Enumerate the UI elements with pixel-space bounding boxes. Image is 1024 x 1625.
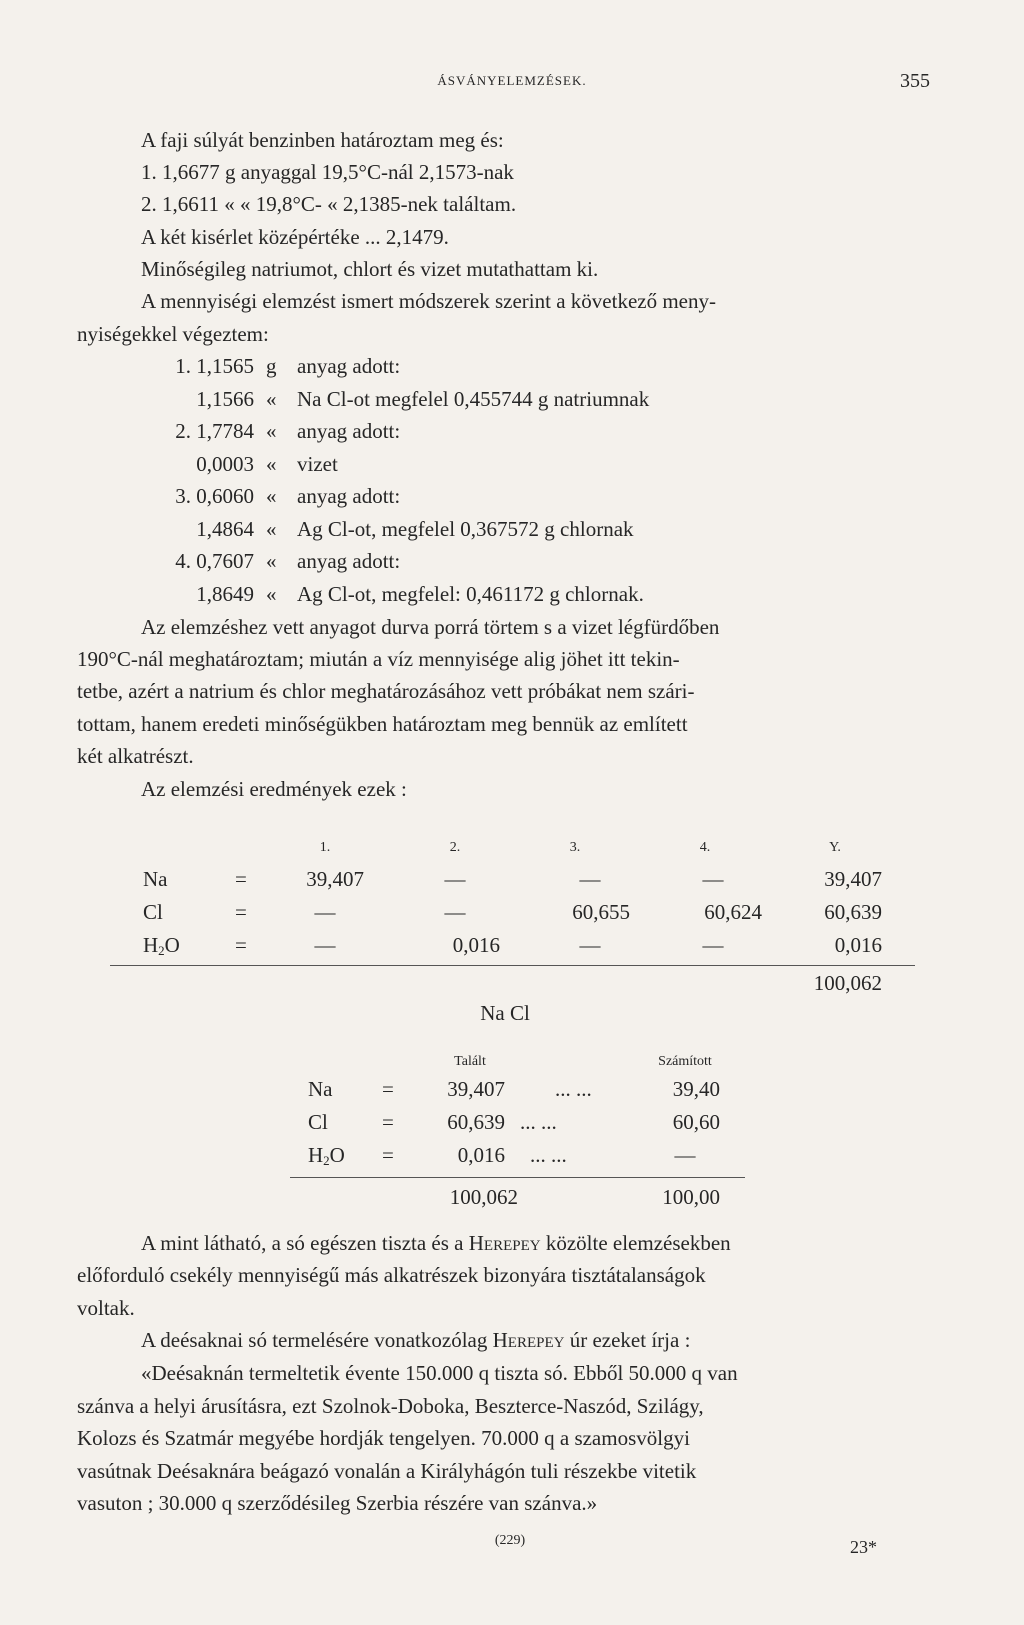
total-found: 100,062 bbox=[449, 1185, 518, 1209]
quote-line: vasútnak Deésaknára beágazó vonalán a Királyhágón tuli részekbe vitetik bbox=[77, 1459, 697, 1483]
footer-signature: 23* bbox=[850, 1537, 877, 1557]
measurement-text: anyag adott: bbox=[297, 484, 401, 508]
calculated-value: 60,60 bbox=[672, 1110, 720, 1134]
measurement-text: Na Cl-ot megfelel 0,455744 g natriumnak bbox=[297, 387, 650, 411]
intro-line: A két kisérlet középértéke ... 2,1479. bbox=[141, 225, 449, 249]
author-name: Herepey bbox=[468, 1231, 541, 1255]
measurement-mark: « bbox=[266, 582, 277, 606]
measurement-text: anyag adott: bbox=[297, 419, 401, 443]
table-cell: — bbox=[314, 900, 336, 924]
element-label: $H_2O$ bbox=[143, 933, 180, 958]
found-value: 0,016 bbox=[457, 1143, 505, 1167]
table-rule bbox=[110, 965, 915, 966]
column-header: 3. bbox=[569, 840, 581, 855]
table-cell: 0,016 bbox=[834, 933, 882, 957]
table-cell: — bbox=[579, 933, 601, 957]
measurement-text: anyag adott: bbox=[297, 549, 401, 573]
table-cell: 60,639 bbox=[824, 900, 882, 924]
table-cell: — bbox=[579, 867, 601, 891]
paragraph-line: két alkatrészt. bbox=[77, 744, 194, 768]
table-cell: 39,407 bbox=[306, 867, 364, 891]
equals-sign: = bbox=[382, 1110, 394, 1134]
paragraph-line: Az elemzéshez vett anyagot durva porrá törtem s a vizet légfürdőben bbox=[141, 615, 720, 639]
table-rule bbox=[290, 1177, 745, 1178]
equals-sign: = bbox=[235, 867, 247, 891]
element-label: Cl bbox=[143, 900, 163, 924]
measurement-mark: « bbox=[266, 387, 277, 411]
measurement-text: Ag Cl-ot, megfelel 0,367572 g chlornak bbox=[297, 517, 634, 541]
column-header: 2. bbox=[449, 840, 461, 855]
measurement-value: 4. 0,7607 bbox=[175, 549, 254, 573]
measurement-mark: « bbox=[266, 517, 277, 541]
paragraph-line: A deésaknai só termelésére vonatkozólag Herepey úr ezeket írja : bbox=[141, 1328, 691, 1352]
paragraph-line: előforduló csekély mennyiségű más alkatrészek bizonyára tisztátalanságok bbox=[77, 1263, 706, 1287]
table-title: Na Cl bbox=[480, 1001, 530, 1025]
table-cell: — bbox=[702, 933, 724, 957]
equals-sign: = bbox=[382, 1077, 394, 1101]
quote-line: szánva a helyi árusításra, ezt Szolnok-Doboka, Beszterce-Naszód, Szilágy, bbox=[77, 1394, 704, 1418]
calculated-value: — bbox=[674, 1143, 696, 1167]
intro-line: A mennyiségi elemzést ismert módszerek szerint a következő meny- bbox=[141, 289, 716, 313]
column-header: 4. bbox=[699, 840, 711, 855]
measurement-text: vizet bbox=[297, 452, 338, 476]
leader-dots: ... ... bbox=[555, 1077, 592, 1101]
column-header-found: Talált bbox=[454, 1054, 486, 1069]
found-value: 39,407 bbox=[447, 1077, 505, 1101]
element-label: Na bbox=[308, 1077, 333, 1101]
intro-line: Minőségileg natriumot, chlort és vizet mutathattam ki. bbox=[141, 257, 599, 281]
measurement-mark: « bbox=[266, 484, 277, 508]
equals-sign: = bbox=[382, 1143, 394, 1167]
intro-line: nyiségekkel végeztem: bbox=[77, 322, 269, 346]
table-cell: 60,655 bbox=[572, 900, 630, 924]
paragraph-line: tottam, hanem eredeti minőségükben határoztam meg bennük az említett bbox=[77, 712, 688, 736]
measurement-value: 1. 1,1565 bbox=[175, 354, 254, 378]
column-header: 1. bbox=[319, 840, 331, 855]
intro-line: 1. 1,6677 g anyaggal 19,5°C-nál 2,1573-nak bbox=[141, 160, 514, 184]
measurement-mark: g bbox=[266, 354, 277, 378]
calculated-value: 39,40 bbox=[672, 1077, 720, 1101]
measurement-value: 3. 0,6060 bbox=[175, 484, 254, 508]
element-label: Cl bbox=[308, 1110, 328, 1134]
quote-line: Kolozs és Szatmár megyébe hordják tengelyen. 70.000 q a szamosvölgyi bbox=[77, 1426, 690, 1450]
table-cell: 39,407 bbox=[824, 867, 882, 891]
paragraph-line: 190°C-nál meghatároztam; miután a víz mennyisége alig jöhet itt tekin- bbox=[77, 647, 680, 671]
table-cell: — bbox=[444, 867, 466, 891]
element-label: $H_2O$ bbox=[308, 1143, 345, 1168]
leader-dots: ... ... bbox=[530, 1143, 567, 1167]
measurement-mark: « bbox=[266, 549, 277, 573]
leader-dots: ... ... bbox=[520, 1110, 557, 1134]
measurement-value: 1,8649 bbox=[196, 582, 254, 606]
table-total: 100,062 bbox=[813, 971, 882, 995]
page-number: 355 bbox=[900, 70, 930, 92]
paragraph-line: voltak. bbox=[77, 1296, 135, 1320]
measurement-text: Ag Cl-ot, megfelel: 0,461172 g chlornak. bbox=[297, 582, 644, 606]
author-name: Herepey bbox=[492, 1328, 565, 1352]
intro-line: A faji súlyát benzinben határoztam meg és: bbox=[141, 128, 504, 152]
measurement-mark: « bbox=[266, 452, 277, 476]
quote-line: «Deésaknán termeltetik évente 150.000 q tiszta só. Ebből 50.000 q van bbox=[141, 1361, 738, 1385]
quote-line: vasuton ; 30.000 q szerződésileg Szerbia részére van szánva.» bbox=[77, 1491, 598, 1515]
table-cell: 0,016 bbox=[452, 933, 500, 957]
table-cell: 60,624 bbox=[704, 900, 762, 924]
equals-sign: = bbox=[235, 933, 247, 957]
found-value: 60,639 bbox=[447, 1110, 505, 1134]
measurement-value: 1,1566 bbox=[196, 387, 254, 411]
running-header: ÁSVÁNYELEMZÉSEK. bbox=[437, 73, 587, 88]
table-cell: — bbox=[702, 867, 724, 891]
intro-line: 2. 1,6611 « « 19,8°C- « 2,1385-nek találtam. bbox=[141, 192, 517, 216]
footer-sheet-number: (229) bbox=[494, 1533, 526, 1548]
table-cell: — bbox=[444, 900, 466, 924]
measurement-value: 2. 1,7784 bbox=[175, 419, 254, 443]
column-header-calculated: Számított bbox=[658, 1054, 712, 1069]
measurement-text: anyag adott: bbox=[297, 354, 401, 378]
table-cell: — bbox=[314, 933, 336, 957]
column-header: Y. bbox=[829, 840, 841, 855]
results-intro: Az elemzési eredmények ezek : bbox=[141, 777, 407, 801]
measurement-mark: « bbox=[266, 419, 277, 443]
paragraph-line: A mint látható, a só egészen tiszta és a Herepey közölte elemzésekben bbox=[141, 1231, 731, 1255]
equals-sign: = bbox=[235, 900, 247, 924]
measurement-value: 1,4864 bbox=[196, 517, 254, 541]
total-calculated: 100,00 bbox=[662, 1185, 720, 1209]
measurement-value: 0,0003 bbox=[196, 452, 254, 476]
paragraph-line: tetbe, azért a natrium és chlor meghatározásához vett próbákat nem szári- bbox=[77, 679, 695, 703]
element-label: Na bbox=[143, 867, 168, 891]
